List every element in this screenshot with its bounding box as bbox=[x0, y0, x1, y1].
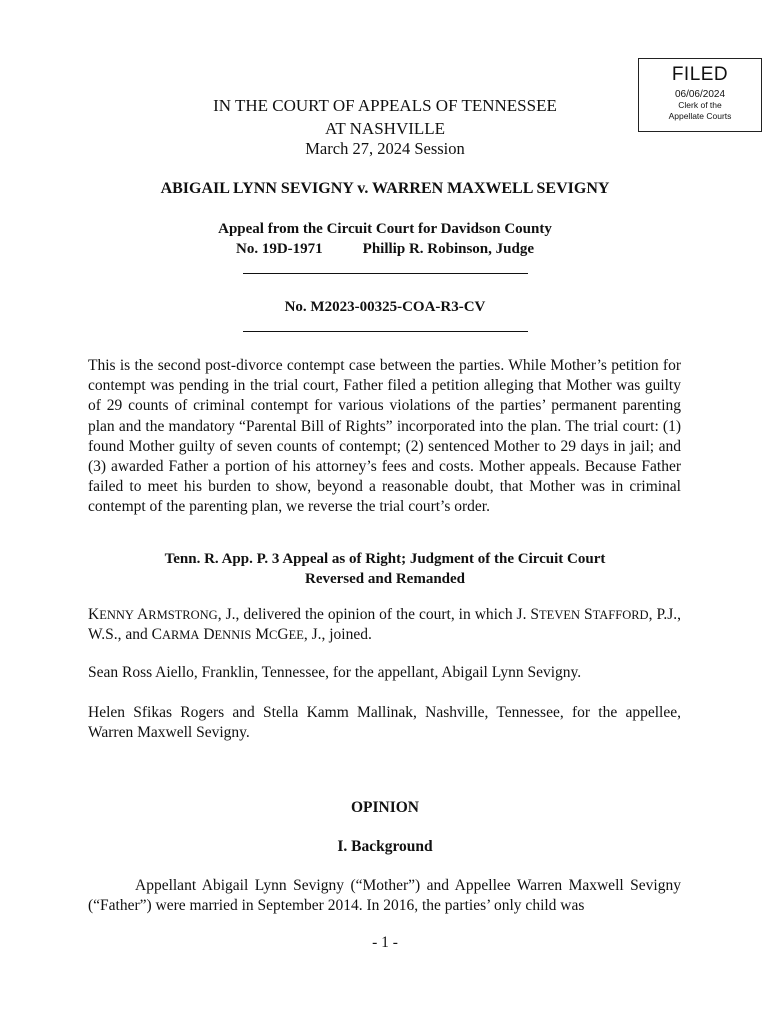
case-caption: ABIGAIL LYNN SEVIGNY v. WARREN MAXWELL SEVIGNY bbox=[160, 180, 610, 197]
court-name: IN THE COURT OF APPEALS OF TENNESSEE bbox=[213, 96, 557, 115]
appellate-case-number: No. M2023-00325-COA-R3-CV bbox=[284, 299, 486, 315]
divider-top bbox=[243, 273, 528, 274]
disposition-line-2: Reversed and Remanded bbox=[305, 571, 465, 587]
section-heading: I. Background bbox=[337, 838, 433, 855]
trial-case-number: No. 19D-1971 bbox=[236, 241, 323, 257]
trial-court-info bbox=[0, 239, 770, 259]
opinion-heading: OPINION bbox=[350, 799, 420, 816]
page-number: - 1 - bbox=[372, 934, 398, 951]
case-summary: This is the second post-divorce contempt case between the parties. While Mother’s petition for contempt was pending in the trial court, Father filed a petition alleging that Mother was guilty of 29 counts of criminal contempt for various violations of the parties’ permanent parenting plan and the mandatory “Parental Bill of Rights” incorporated into the plan. The trial court: (1) found Mother guilty of seven counts of contempt; (2) sentenced Mother to 29 days in jail; and (3) awarded Father a portion of his attorney’s fees and costs. Mother appeals. Because Father failed to meet his burden to show, beyond a reasonable doubt, that Mother was in criminal contempt of the parenting plan, we reverse the trial court’s order. bbox=[88, 357, 681, 516]
appeal-from: Appeal from the Circuit Court for Davidson County bbox=[218, 221, 552, 237]
counsel-appellee: Helen Sfikas Rogers and Stella Kamm Mallinak, Nashville, Tennessee, for the appellee, Warren Maxwell Sevigny. bbox=[88, 704, 681, 742]
court-location: AT NASHVILLE bbox=[324, 119, 446, 138]
stamp-title: FILED bbox=[671, 64, 729, 85]
disposition-line-1: Tenn. R. App. P. 3 Appeal as of Right; Judgment of the Circuit Court bbox=[164, 551, 606, 567]
stamp-line-2: Appellate Courts bbox=[668, 111, 732, 121]
counsel-appellant: Sean Ross Aiello, Franklin, Tennessee, for the appellant, Abigail Lynn Sevigny. bbox=[88, 664, 582, 681]
body-paragraph: Appellant Abigail Lynn Sevigny (“Mother”) and Appellee Warren Maxwell Sevigny (“Father”) were married in September 2014. In 2016, the parties’ only child was bbox=[88, 877, 681, 915]
stamp-date: 06/06/2024 bbox=[674, 89, 726, 100]
authorship-paragraph: KENNY ARMSTRONG, J., delivered the opinion of the court, in which J. STEVEN STAFFORD, P.J., W.S., and CARMA DENNIS MCGEE, J., joined. bbox=[88, 606, 681, 644]
trial-judge: Phillip R. Robinson, Judge bbox=[362, 241, 534, 257]
divider-bottom bbox=[243, 331, 528, 332]
session-date: March 27, 2024 Session bbox=[305, 139, 465, 158]
stamp-line-1: Clerk of the bbox=[678, 100, 722, 110]
